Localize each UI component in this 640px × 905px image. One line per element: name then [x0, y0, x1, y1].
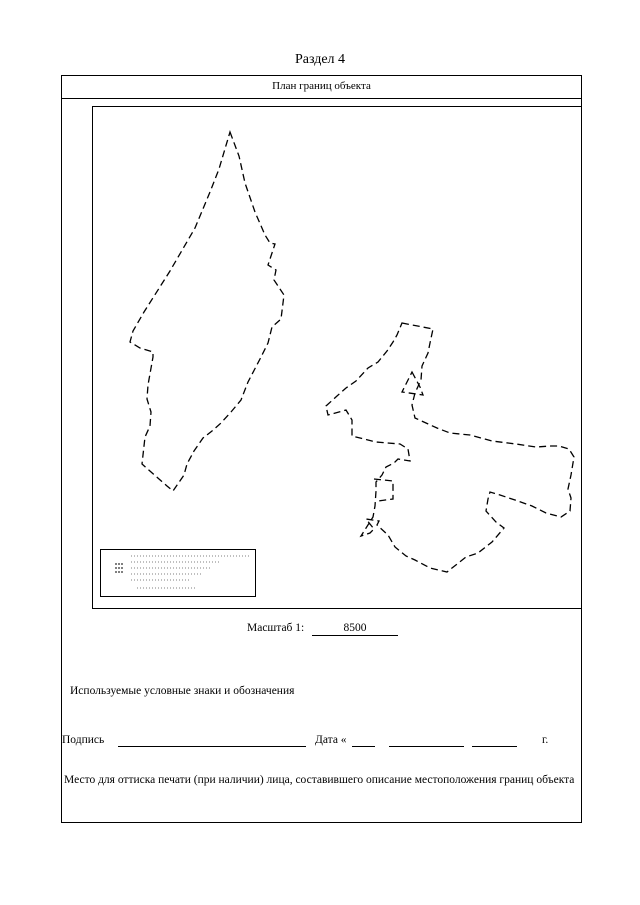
- date-label: Дата «: [315, 734, 347, 746]
- section-title: Раздел 4: [294, 52, 346, 67]
- plan-header: План границ объекта: [272, 80, 371, 92]
- date-year-line: [472, 746, 517, 747]
- date-day-line: [352, 746, 375, 747]
- signature-label: Подпись: [62, 734, 105, 746]
- boundary-plan-map: [92, 106, 582, 609]
- map-legend-marks: [101, 550, 255, 596]
- signature-line: [118, 746, 306, 747]
- date-month-line: [389, 746, 464, 747]
- parcel-boundary-east: [326, 323, 574, 572]
- parcel-notch-east: [374, 479, 393, 501]
- legend-label: Используемые условные знаки и обозначения: [70, 685, 295, 697]
- year-suffix: г.: [542, 734, 549, 746]
- parcel-boundary-west: [130, 132, 284, 491]
- scale-value: 8500: [312, 622, 398, 636]
- scale-label: Масштаб 1:: [247, 622, 305, 634]
- map-legend-inset: [100, 549, 256, 597]
- stamp-placeholder-text: Место для оттиска печати (при наличии) лица, составившего описание местоположения границ объекта: [64, 774, 575, 786]
